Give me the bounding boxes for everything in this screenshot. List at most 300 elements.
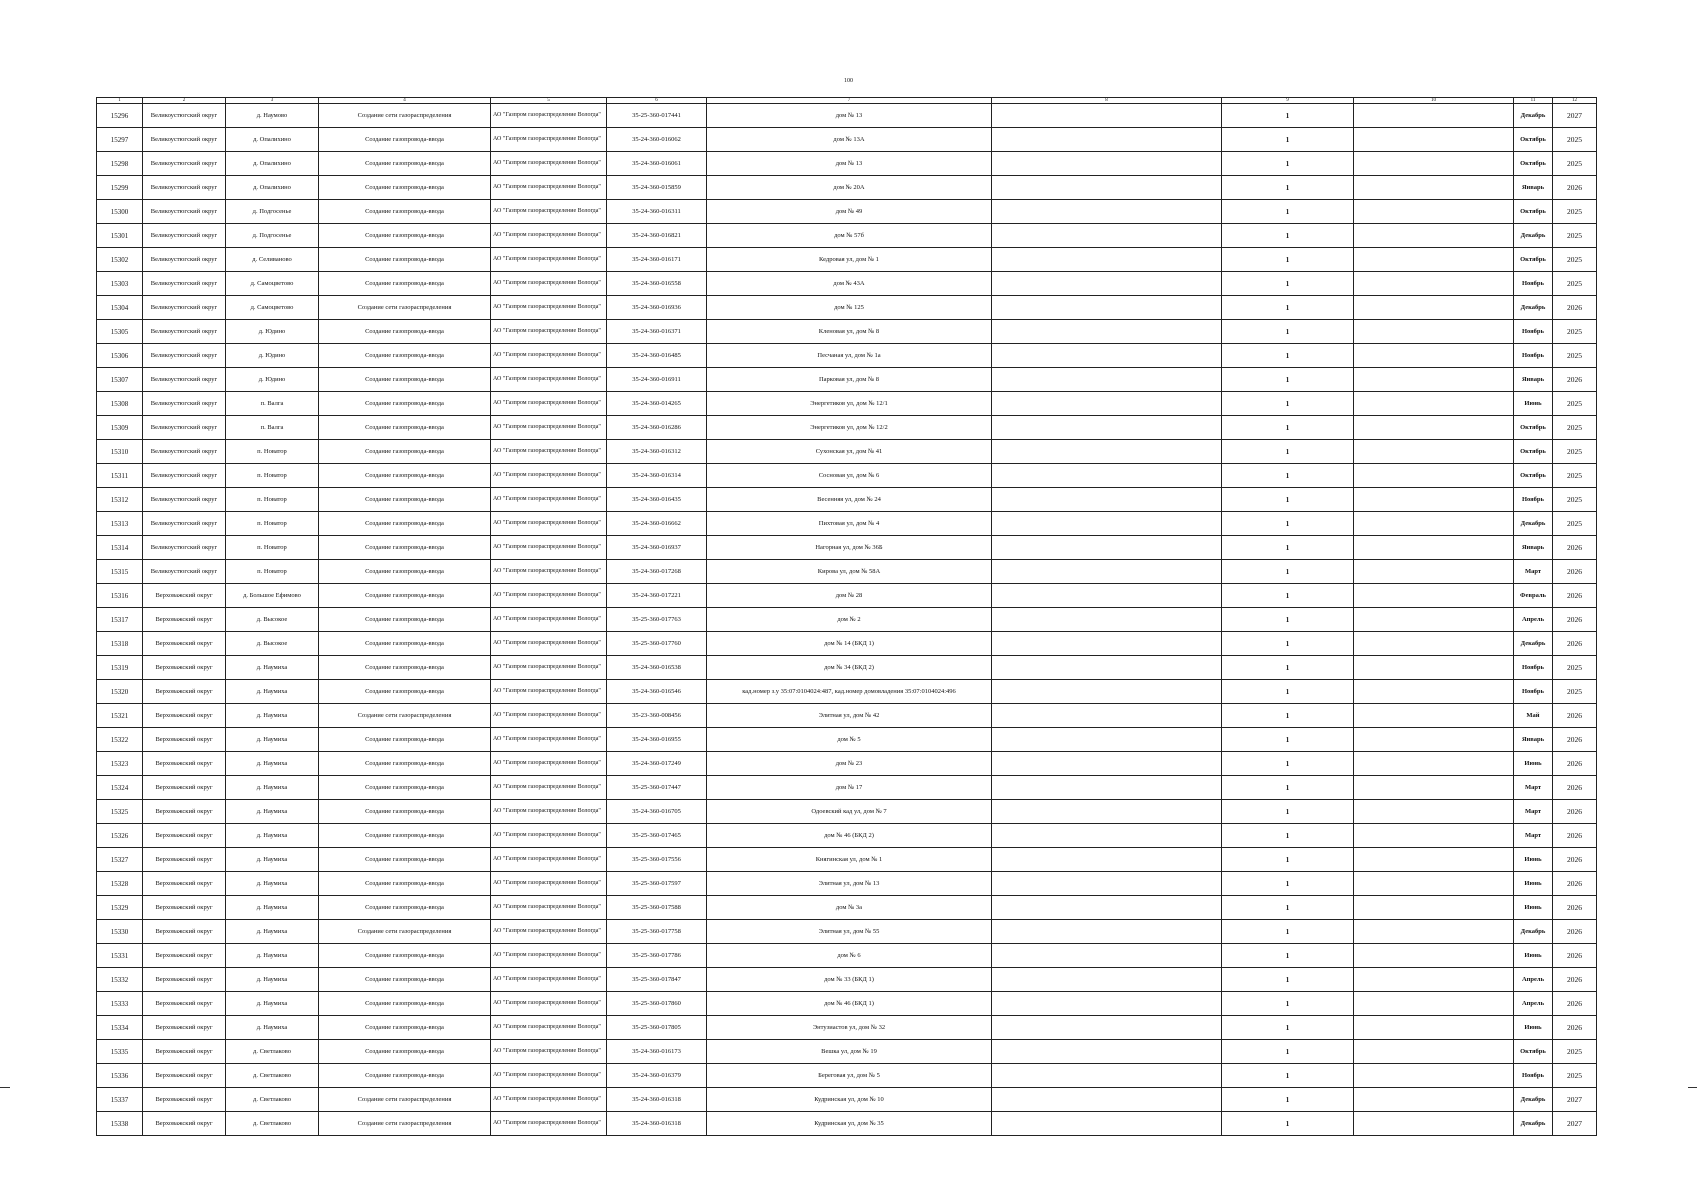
empty-cell: [992, 128, 1222, 152]
empty-cell: [992, 656, 1222, 680]
empty-cell: [1354, 512, 1514, 536]
empty-cell: [992, 536, 1222, 560]
district-cell: Верховажский округ: [143, 1112, 226, 1136]
row-number: 15311: [97, 464, 143, 488]
count-cell: 1: [1222, 680, 1354, 704]
empty-cell: [992, 848, 1222, 872]
owner-cell: АО "Газпром газораспределение Вологда": [491, 728, 607, 752]
settlement-cell: д. Большое Ефимово: [226, 584, 319, 608]
settlement-cell: д. Наумиха: [226, 872, 319, 896]
year-cell: 2026: [1553, 872, 1597, 896]
work-type-cell: Создание газопровода-ввода: [319, 848, 491, 872]
work-type-cell: Создание газопровода-ввода: [319, 200, 491, 224]
scan-edge-mark: [1688, 1087, 1697, 1088]
work-type-cell: Создание газопровода-ввода: [319, 680, 491, 704]
table-row: [97, 944, 1597, 968]
district-cell: Верховажский округ: [143, 1040, 226, 1064]
district-cell: Великоустюгский округ: [143, 440, 226, 464]
empty-cell: [992, 944, 1222, 968]
count-cell: 1: [1222, 752, 1354, 776]
row-number: 15324: [97, 776, 143, 800]
year-cell: 2026: [1553, 968, 1597, 992]
id-cell: 35-25-360-017447: [607, 776, 707, 800]
district-cell: Великоустюгский округ: [143, 200, 226, 224]
id-cell: 35-24-360-016061: [607, 152, 707, 176]
year-cell: 2026: [1553, 776, 1597, 800]
address-cell: Энергетиков ул, дом № 12/2: [707, 416, 992, 440]
table-row: [97, 848, 1597, 872]
count-cell: 1: [1222, 1064, 1354, 1088]
settlement-cell: д. Самоцветово: [226, 272, 319, 296]
address-cell: Нагорная ул, дом № 36Б: [707, 536, 992, 560]
work-type-cell: Создание газопровода-ввода: [319, 944, 491, 968]
id-cell: 35-25-360-017588: [607, 896, 707, 920]
year-cell: 2025: [1553, 320, 1597, 344]
owner-cell: АО "Газпром газораспределение Вологда": [491, 128, 607, 152]
address-cell: Кудринская ул, дом № 10: [707, 1088, 992, 1112]
address-cell: дом № 13: [707, 152, 992, 176]
id-cell: 35-24-360-016371: [607, 320, 707, 344]
owner-cell: АО "Газпром газораспределение Вологда": [491, 176, 607, 200]
count-cell: 1: [1222, 440, 1354, 464]
row-number: 15337: [97, 1088, 143, 1112]
row-number: 15297: [97, 128, 143, 152]
id-cell: 35-24-360-016662: [607, 512, 707, 536]
settlement-cell: п. Новатор: [226, 488, 319, 512]
count-cell: 1: [1222, 656, 1354, 680]
id-cell: 35-24-360-016538: [607, 656, 707, 680]
address-cell: дом № 28: [707, 584, 992, 608]
work-type-cell: Создание газопровода-ввода: [319, 824, 491, 848]
owner-cell: АО "Газпром газораспределение Вологда": [491, 944, 607, 968]
month-cell: Декабрь: [1514, 920, 1553, 944]
year-cell: 2026: [1553, 896, 1597, 920]
row-number: 15312: [97, 488, 143, 512]
address-cell: дом № 2: [707, 608, 992, 632]
settlement-cell: д. Наумово: [226, 104, 319, 128]
table-row: [97, 632, 1597, 656]
empty-cell: [992, 104, 1222, 128]
year-cell: 2026: [1553, 848, 1597, 872]
district-cell: Верховажский округ: [143, 1088, 226, 1112]
empty-cell: [992, 272, 1222, 296]
work-type-cell: Создание газопровода-ввода: [319, 248, 491, 272]
count-cell: 1: [1222, 800, 1354, 824]
year-cell: 2026: [1553, 824, 1597, 848]
empty-cell: [992, 824, 1222, 848]
count-cell: 1: [1222, 1112, 1354, 1136]
id-cell: 35-24-360-017221: [607, 584, 707, 608]
row-number: 15307: [97, 368, 143, 392]
empty-cell: [992, 1112, 1222, 1136]
settlement-cell: д. Наумиха: [226, 848, 319, 872]
month-cell: Октябрь: [1514, 128, 1553, 152]
settlement-cell: д. Высокое: [226, 608, 319, 632]
district-cell: Великоустюгский округ: [143, 224, 226, 248]
empty-cell: [992, 224, 1222, 248]
table-row: [97, 752, 1597, 776]
settlement-cell: д. Наумиха: [226, 656, 319, 680]
district-cell: Верховажский округ: [143, 632, 226, 656]
owner-cell: АО "Газпром газораспределение Вологда": [491, 200, 607, 224]
address-cell: дом № 34 (БКД 2): [707, 656, 992, 680]
row-number: 15332: [97, 968, 143, 992]
id-cell: 35-24-360-016485: [607, 344, 707, 368]
district-cell: Великоустюгский округ: [143, 320, 226, 344]
row-number: 15336: [97, 1064, 143, 1088]
row-number: 15303: [97, 272, 143, 296]
address-cell: Сухонская ул, дом № 41: [707, 440, 992, 464]
work-type-cell: Создание газопровода-ввода: [319, 776, 491, 800]
month-cell: Апрель: [1514, 968, 1553, 992]
year-cell: 2026: [1553, 752, 1597, 776]
count-cell: 1: [1222, 584, 1354, 608]
work-type-cell: Создание газопровода-ввода: [319, 536, 491, 560]
year-cell: 2025: [1553, 128, 1597, 152]
year-cell: 2025: [1553, 224, 1597, 248]
table-row: [97, 680, 1597, 704]
owner-cell: АО "Газпром газораспределение Вологда": [491, 992, 607, 1016]
empty-cell: [992, 416, 1222, 440]
table-row: [97, 104, 1597, 128]
owner-cell: АО "Газпром газораспределение Вологда": [491, 248, 607, 272]
row-number: 15300: [97, 200, 143, 224]
year-cell: 2025: [1553, 344, 1597, 368]
district-cell: Великоустюгский округ: [143, 392, 226, 416]
month-cell: Март: [1514, 824, 1553, 848]
empty-cell: [1354, 920, 1514, 944]
district-cell: Великоустюгский округ: [143, 536, 226, 560]
id-cell: 35-24-360-015859: [607, 176, 707, 200]
address-cell: Кленовая ул, дом № 8: [707, 320, 992, 344]
empty-cell: [992, 608, 1222, 632]
empty-cell: [992, 896, 1222, 920]
settlement-cell: д. Наумиха: [226, 896, 319, 920]
empty-cell: [992, 776, 1222, 800]
table-row: [97, 896, 1597, 920]
owner-cell: АО "Газпром газораспределение Вологда": [491, 1016, 607, 1040]
count-cell: 1: [1222, 488, 1354, 512]
address-cell: дом № 43А: [707, 272, 992, 296]
table-row: [97, 584, 1597, 608]
id-cell: 35-24-360-016171: [607, 248, 707, 272]
year-cell: 2025: [1553, 464, 1597, 488]
work-type-cell: Создание газопровода-ввода: [319, 152, 491, 176]
settlement-cell: д. Светлаково: [226, 1040, 319, 1064]
empty-cell: [1354, 704, 1514, 728]
year-cell: 2027: [1553, 1112, 1597, 1136]
id-cell: 35-24-360-016705: [607, 800, 707, 824]
count-cell: 1: [1222, 272, 1354, 296]
address-cell: Элитная ул, дом № 55: [707, 920, 992, 944]
month-cell: Ноябрь: [1514, 344, 1553, 368]
count-cell: 1: [1222, 248, 1354, 272]
work-type-cell: Создание газопровода-ввода: [319, 608, 491, 632]
count-cell: 1: [1222, 464, 1354, 488]
row-number: 15299: [97, 176, 143, 200]
month-cell: Ноябрь: [1514, 272, 1553, 296]
empty-cell: [1354, 416, 1514, 440]
row-number: 15322: [97, 728, 143, 752]
column-number: 8: [992, 98, 1222, 104]
empty-cell: [1354, 1088, 1514, 1112]
empty-cell: [992, 1016, 1222, 1040]
table-row: [97, 800, 1597, 824]
count-cell: 1: [1222, 704, 1354, 728]
empty-cell: [1354, 392, 1514, 416]
settlement-cell: д. Наумиха: [226, 944, 319, 968]
district-cell: Верховажский округ: [143, 680, 226, 704]
row-number: 15318: [97, 632, 143, 656]
id-cell: 35-24-360-016937: [607, 536, 707, 560]
month-cell: Октябрь: [1514, 1040, 1553, 1064]
table-row: [97, 1040, 1597, 1064]
owner-cell: АО "Газпром газораспределение Вологда": [491, 800, 607, 824]
table-row: [97, 152, 1597, 176]
district-cell: Великоустюгский округ: [143, 128, 226, 152]
empty-cell: [992, 920, 1222, 944]
empty-cell: [992, 800, 1222, 824]
empty-cell: [992, 1064, 1222, 1088]
district-cell: Верховажский округ: [143, 752, 226, 776]
row-number: 15315: [97, 560, 143, 584]
empty-cell: [1354, 128, 1514, 152]
settlement-cell: д. Наумиха: [226, 752, 319, 776]
empty-cell: [992, 752, 1222, 776]
table-row: [97, 728, 1597, 752]
year-cell: 2026: [1553, 536, 1597, 560]
table-row: [97, 344, 1597, 368]
district-cell: Верховажский округ: [143, 992, 226, 1016]
settlement-cell: д. Юдино: [226, 344, 319, 368]
id-cell: 35-25-360-017758: [607, 920, 707, 944]
address-cell: дом № 20А: [707, 176, 992, 200]
address-cell: дом № 14 (БКД 1): [707, 632, 992, 656]
owner-cell: АО "Газпром газораспределение Вологда": [491, 1112, 607, 1136]
month-cell: Октябрь: [1514, 416, 1553, 440]
month-cell: Октябрь: [1514, 152, 1553, 176]
count-cell: 1: [1222, 416, 1354, 440]
settlement-cell: д. Высокое: [226, 632, 319, 656]
empty-cell: [992, 704, 1222, 728]
address-cell: Кедровая ул, дом № 1: [707, 248, 992, 272]
id-cell: 35-25-360-017760: [607, 632, 707, 656]
column-number: 7: [707, 98, 992, 104]
work-type-cell: Создание газопровода-ввода: [319, 584, 491, 608]
row-number: 15306: [97, 344, 143, 368]
year-cell: 2025: [1553, 272, 1597, 296]
owner-cell: АО "Газпром газораспределение Вологда": [491, 680, 607, 704]
month-cell: Январь: [1514, 176, 1553, 200]
work-type-cell: Создание газопровода-ввода: [319, 1064, 491, 1088]
work-type-cell: Создание газопровода-ввода: [319, 272, 491, 296]
id-cell: 35-24-360-016936: [607, 296, 707, 320]
column-number: 11: [1514, 98, 1553, 104]
row-number: 15310: [97, 440, 143, 464]
address-cell: Вешка ул, дом № 19: [707, 1040, 992, 1064]
count-cell: 1: [1222, 512, 1354, 536]
settlement-cell: д. Юдино: [226, 368, 319, 392]
owner-cell: АО "Газпром газораспределение Вологда": [491, 704, 607, 728]
id-cell: 35-25-360-017597: [607, 872, 707, 896]
count-cell: 1: [1222, 608, 1354, 632]
address-cell: Весенняя ул, дом № 24: [707, 488, 992, 512]
owner-cell: АО "Газпром газораспределение Вологда": [491, 392, 607, 416]
address-cell: Сосновая ул, дом № 6: [707, 464, 992, 488]
empty-cell: [1354, 1112, 1514, 1136]
table-row: [97, 464, 1597, 488]
district-cell: Верховажский округ: [143, 608, 226, 632]
month-cell: Март: [1514, 776, 1553, 800]
district-cell: Великоустюгский округ: [143, 560, 226, 584]
month-cell: Ноябрь: [1514, 656, 1553, 680]
address-cell: Парковая ул, дом № 8: [707, 368, 992, 392]
table-row: [97, 176, 1597, 200]
empty-cell: [1354, 608, 1514, 632]
owner-cell: АО "Газпром газораспределение Вологда": [491, 752, 607, 776]
owner-cell: АО "Газпром газораспределение Вологда": [491, 776, 607, 800]
address-cell: Элитная ул, дом № 42: [707, 704, 992, 728]
id-cell: 35-25-360-017786: [607, 944, 707, 968]
row-number: 15304: [97, 296, 143, 320]
year-cell: 2025: [1553, 392, 1597, 416]
district-cell: Великоустюгский округ: [143, 344, 226, 368]
settlement-cell: п. Новатор: [226, 440, 319, 464]
count-cell: 1: [1222, 1016, 1354, 1040]
count-cell: 1: [1222, 296, 1354, 320]
month-cell: Апрель: [1514, 608, 1553, 632]
year-cell: 2027: [1553, 1088, 1597, 1112]
empty-cell: [1354, 872, 1514, 896]
count-cell: 1: [1222, 368, 1354, 392]
year-cell: 2026: [1553, 296, 1597, 320]
settlement-cell: д. Наумиха: [226, 968, 319, 992]
row-number: 15321: [97, 704, 143, 728]
table-row: [97, 872, 1597, 896]
month-cell: Декабрь: [1514, 104, 1553, 128]
table-row: [97, 488, 1597, 512]
empty-cell: [992, 1088, 1222, 1112]
empty-cell: [1354, 464, 1514, 488]
year-cell: 2027: [1553, 104, 1597, 128]
table-row: [97, 200, 1597, 224]
address-cell: дом № 5: [707, 728, 992, 752]
year-cell: 2026: [1553, 920, 1597, 944]
work-type-cell: Создание газопровода-ввода: [319, 368, 491, 392]
owner-cell: АО "Газпром газораспределение Вологда": [491, 1040, 607, 1064]
district-cell: Верховажский округ: [143, 968, 226, 992]
table-row: [97, 272, 1597, 296]
registry-body: [97, 104, 1597, 1136]
id-cell: 35-24-360-017268: [607, 560, 707, 584]
work-type-cell: Создание газопровода-ввода: [319, 656, 491, 680]
district-cell: Верховажский округ: [143, 896, 226, 920]
empty-cell: [1354, 944, 1514, 968]
owner-cell: АО "Газпром газораспределение Вологда": [491, 488, 607, 512]
id-cell: 35-24-360-016435: [607, 488, 707, 512]
empty-cell: [1354, 368, 1514, 392]
table-row: [97, 296, 1597, 320]
owner-cell: АО "Газпром газораспределение Вологда": [491, 560, 607, 584]
empty-cell: [1354, 560, 1514, 584]
empty-cell: [1354, 824, 1514, 848]
month-cell: Январь: [1514, 368, 1553, 392]
month-cell: Октябрь: [1514, 248, 1553, 272]
month-cell: Июнь: [1514, 1016, 1553, 1040]
month-cell: Декабрь: [1514, 512, 1553, 536]
count-cell: 1: [1222, 872, 1354, 896]
settlement-cell: д. Опалихино: [226, 152, 319, 176]
empty-cell: [1354, 968, 1514, 992]
work-type-cell: Создание газопровода-ввода: [319, 344, 491, 368]
id-cell: 35-24-360-016314: [607, 464, 707, 488]
settlement-cell: д. Наумиха: [226, 1016, 319, 1040]
address-cell: дом № 46 (БКД 2): [707, 824, 992, 848]
table-row: [97, 320, 1597, 344]
table-row: [97, 1064, 1597, 1088]
row-number: 15333: [97, 992, 143, 1016]
row-number: 15296: [97, 104, 143, 128]
empty-cell: [992, 584, 1222, 608]
year-cell: 2025: [1553, 488, 1597, 512]
address-cell: дом № 6: [707, 944, 992, 968]
owner-cell: АО "Газпром газораспределение Вологда": [491, 512, 607, 536]
column-number: 3: [226, 98, 319, 104]
month-cell: Декабрь: [1514, 296, 1553, 320]
table-row: [97, 824, 1597, 848]
empty-cell: [1354, 1040, 1514, 1064]
owner-cell: АО "Газпром газораспределение Вологда": [491, 632, 607, 656]
address-cell: Энтузиастов ул, дом № 32: [707, 1016, 992, 1040]
address-cell: кад.номер з.у 35:07:0104024:487, кад.номер домовладения 35:07:0104024:496: [707, 680, 992, 704]
address-cell: Кудринская ул, дом № 35: [707, 1112, 992, 1136]
count-cell: 1: [1222, 560, 1354, 584]
district-cell: Великоустюгский округ: [143, 176, 226, 200]
count-cell: 1: [1222, 104, 1354, 128]
settlement-cell: д. Опалихино: [226, 128, 319, 152]
month-cell: Май: [1514, 704, 1553, 728]
settlement-cell: п. Новатор: [226, 536, 319, 560]
owner-cell: АО "Газпром газораспределение Вологда": [491, 920, 607, 944]
id-cell: 35-24-360-016312: [607, 440, 707, 464]
address-cell: дом № 33 (БКД 1): [707, 968, 992, 992]
work-type-cell: Создание газопровода-ввода: [319, 440, 491, 464]
row-number: 15298: [97, 152, 143, 176]
empty-cell: [1354, 896, 1514, 920]
work-type-cell: Создание газопровода-ввода: [319, 896, 491, 920]
count-cell: 1: [1222, 632, 1354, 656]
month-cell: Ноябрь: [1514, 320, 1553, 344]
month-cell: Декабрь: [1514, 632, 1553, 656]
work-type-cell: Создание газопровода-ввода: [319, 728, 491, 752]
empty-cell: [1354, 728, 1514, 752]
owner-cell: АО "Газпром газораспределение Вологда": [491, 1088, 607, 1112]
row-number: 15323: [97, 752, 143, 776]
empty-cell: [1354, 272, 1514, 296]
owner-cell: АО "Газпром газораспределение Вологда": [491, 152, 607, 176]
district-cell: Великоустюгский округ: [143, 104, 226, 128]
owner-cell: АО "Газпром газораспределение Вологда": [491, 224, 607, 248]
owner-cell: АО "Газпром газораспределение Вологда": [491, 584, 607, 608]
table-row: [97, 992, 1597, 1016]
owner-cell: АО "Газпром газораспределение Вологда": [491, 968, 607, 992]
owner-cell: АО "Газпром газораспределение Вологда": [491, 1064, 607, 1088]
owner-cell: АО "Газпром газораспределение Вологда": [491, 464, 607, 488]
id-cell: 35-24-360-016558: [607, 272, 707, 296]
district-cell: Верховажский округ: [143, 848, 226, 872]
empty-cell: [1354, 152, 1514, 176]
district-cell: Верховажский округ: [143, 728, 226, 752]
